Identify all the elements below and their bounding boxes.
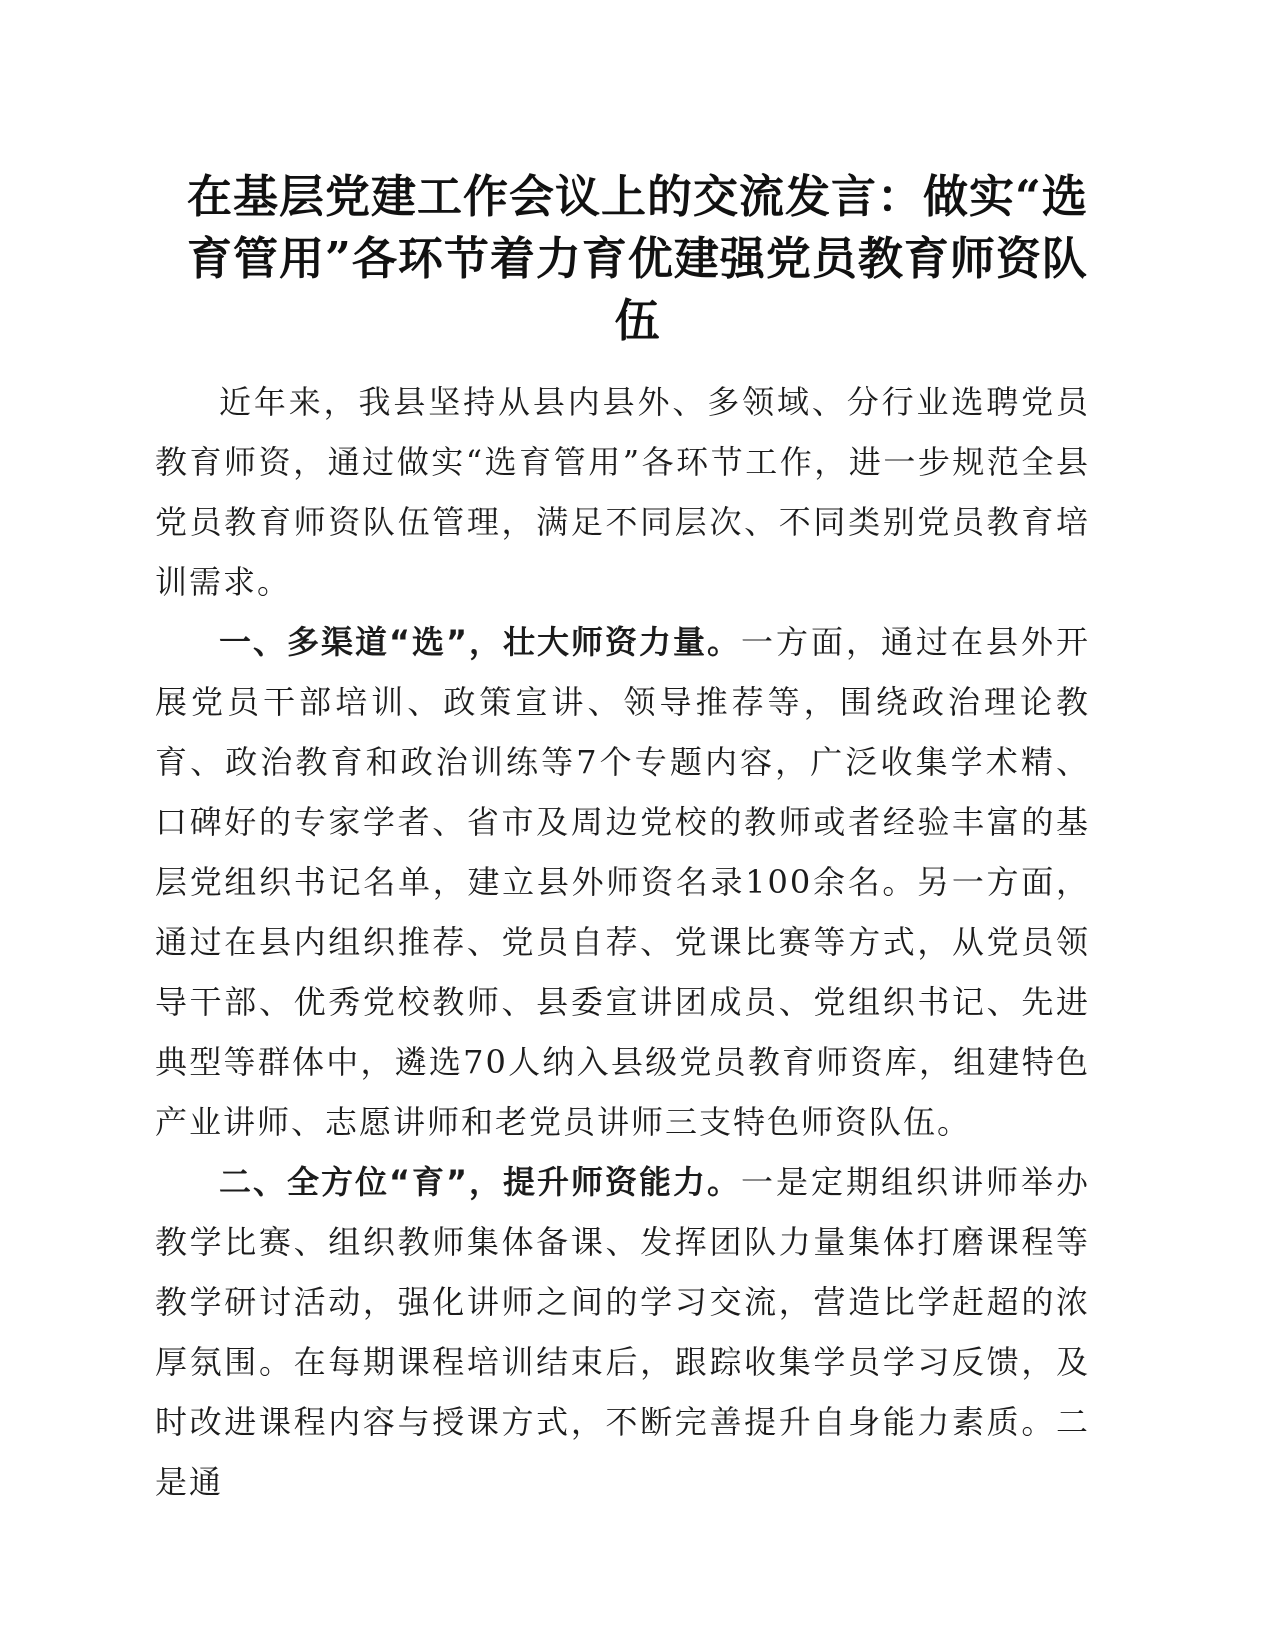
section-1-body: 一方面，通过在县外开展党员干部培训、政策宣讲、领导推荐等，围绕政治理论教育、政治教育和政治训练等7个专题内容，广泛收集学术精、口碑好的专家学者、省市及周边党校的教师或者经验丰富的基层党组织书记名单，建立县外师资名录100余名。另一方面，通过在县内组织推荐、党员自荐、党课比赛等方式，从党员领导干部、优秀党校教师、县委宣讲团成员、党组织书记、先进典型等群体中，遴选70人纳入县级党员教育师资库，组建特色产业讲师、志愿讲师和老党员讲师三支特色师资队伍。 — [155, 623, 1090, 1141]
document-body — [155, 372, 1090, 1512]
title-line: 育管用”各环节着力育优建强党员教育师资队 — [187, 232, 1088, 285]
title-line: 在基层党建工作会议上的交流发言：做实“选 — [187, 170, 1088, 223]
title-line: 伍 — [614, 294, 661, 347]
intro-paragraph: 近年来，我县坚持从县内县外、多领域、分行业选聘党员教育师资，通过做实“选育管用”各环节工作，进一步规范全县党员教育师资队伍管理，满足不同层次、不同类别党员教育培训需求。 — [155, 383, 1090, 601]
section-1-paragraph — [155, 612, 1090, 1152]
section-2-heading: 二、全方位“育”，提升师资能力。 — [219, 1163, 742, 1201]
document-title — [150, 166, 1125, 352]
section-1-heading: 一、多渠道“选”，壮大师资力量。 — [219, 623, 742, 661]
section-2-body: 一是定期组织讲师举办教学比赛、组织教师集体备课、发挥团队力量集体打磨课程等教学研讨活动，强化讲师之间的学习交流，营造比学赶超的浓厚氛围。在每期课程培训结束后，跟踪收集学员学习反馈，及时改进课程内容与授课方式，不断完善提升自身能力素质。二是通 — [155, 1163, 1090, 1501]
section-2-paragraph — [155, 1152, 1090, 1512]
